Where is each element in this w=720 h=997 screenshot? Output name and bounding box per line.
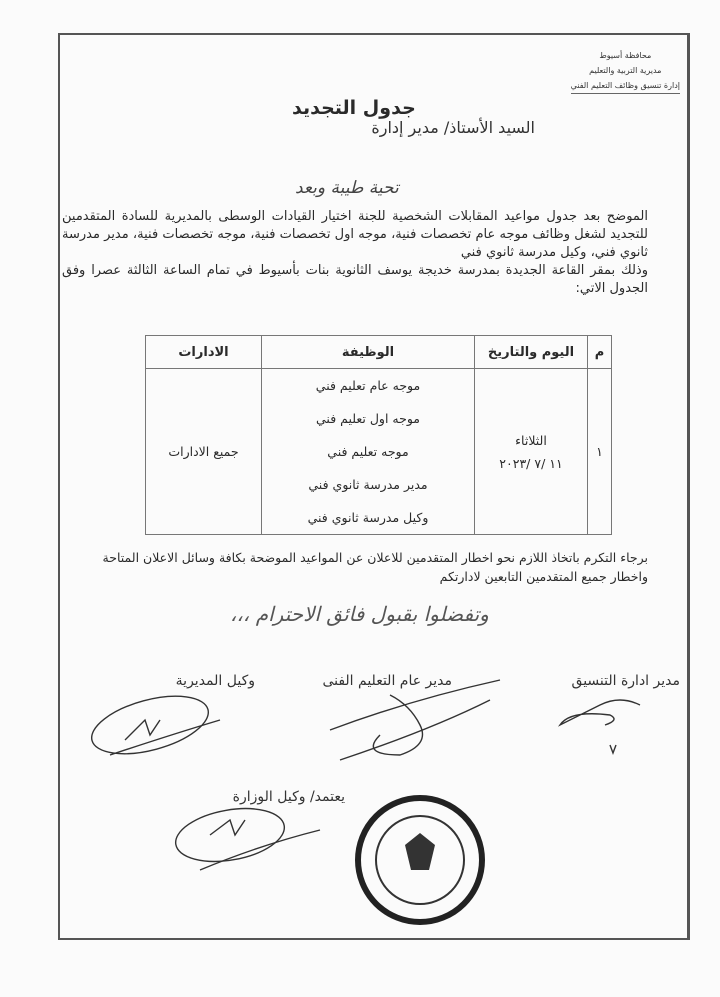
greeting: تحية طيبة وبعد <box>295 178 399 198</box>
signature-label-coordination: مدير ادارة التنسيق <box>571 673 680 689</box>
official-stamp <box>358 798 482 922</box>
signature-label-deputy: وكيل المديرية <box>175 673 255 689</box>
signature-label-technical: مدير عام التعليم الفنى <box>322 673 452 689</box>
header-job: الوظيفة <box>262 336 475 369</box>
signature-label-approval: يعتمد/ وكيل الوزارة <box>232 789 345 805</box>
body-paragraph-1: الموضح بعد جدول مواعيد المقابلات الشخصية للجنة اختيار القيادات الوسطى بالمديرية للسادة المتقدمين للتجديد لشغل وظائف موجه عام تخصصات فنية، موجه اول تخصصات فنية، موجه تخصصات فنية، مدير مدرسة ثانوي فني، وكيل مدرسة ثانوي فني <box>62 209 648 260</box>
letterhead-governorate: محافظة أسيوط <box>599 51 652 60</box>
document-title: جدول التجديد <box>292 97 416 119</box>
signature-approval <box>171 801 320 870</box>
addressee: السيد الأستاذ/ مدير إدارة <box>371 118 535 137</box>
job-item: موجه اول تعليم فني <box>316 411 420 426</box>
closing-text: وتفضلوا بقبول فائق الاحترام ،،، <box>230 602 489 626</box>
day-text: الثلاثاء <box>515 432 547 448</box>
job-item: مدير مدرسة ثانوي فني <box>308 477 428 492</box>
job-item: موجه تعليم فني <box>327 444 409 459</box>
letterhead-directorate: مديرية التربية والتعليم <box>589 66 662 75</box>
letterhead-department: إدارة تنسيق وظائف التعليم الفني <box>571 78 680 94</box>
signature-deputy <box>86 685 220 764</box>
signature-technical <box>330 680 500 760</box>
header-num: م <box>588 336 612 369</box>
job-item: موجه عام تعليم فني <box>315 378 421 393</box>
header-date: اليوم والتاريخ <box>475 336 588 369</box>
eagle-emblem-icon <box>405 833 435 870</box>
job-item: وكيل مدرسة ثانوي فني <box>307 510 429 525</box>
cell-departments: جميع الادارات <box>146 369 262 535</box>
request-text: برجاء التكرم باتخاذ اللازم نحو اخطار المتقدمين للاعلان عن المواعيد الموضحة بكافة وسائل الاعلان المتاحة واخطار جميع المتقدمين التابعين لادارتكم <box>102 550 648 584</box>
body-paragraph-2: وذلك بمقر القاعة الجديدة بمدرسة خديجة يوسف الثانوية بنات بأسيوط في تمام الساعة الثالثة عصرا وفق الجدول الاتي: <box>62 263 648 296</box>
date-text: ١١ /٧ /٢٠٢٣ <box>499 455 563 471</box>
signature-coordination <box>560 700 640 753</box>
header-departments: الادارات <box>146 336 262 369</box>
cell-num: ١ <box>588 369 612 535</box>
